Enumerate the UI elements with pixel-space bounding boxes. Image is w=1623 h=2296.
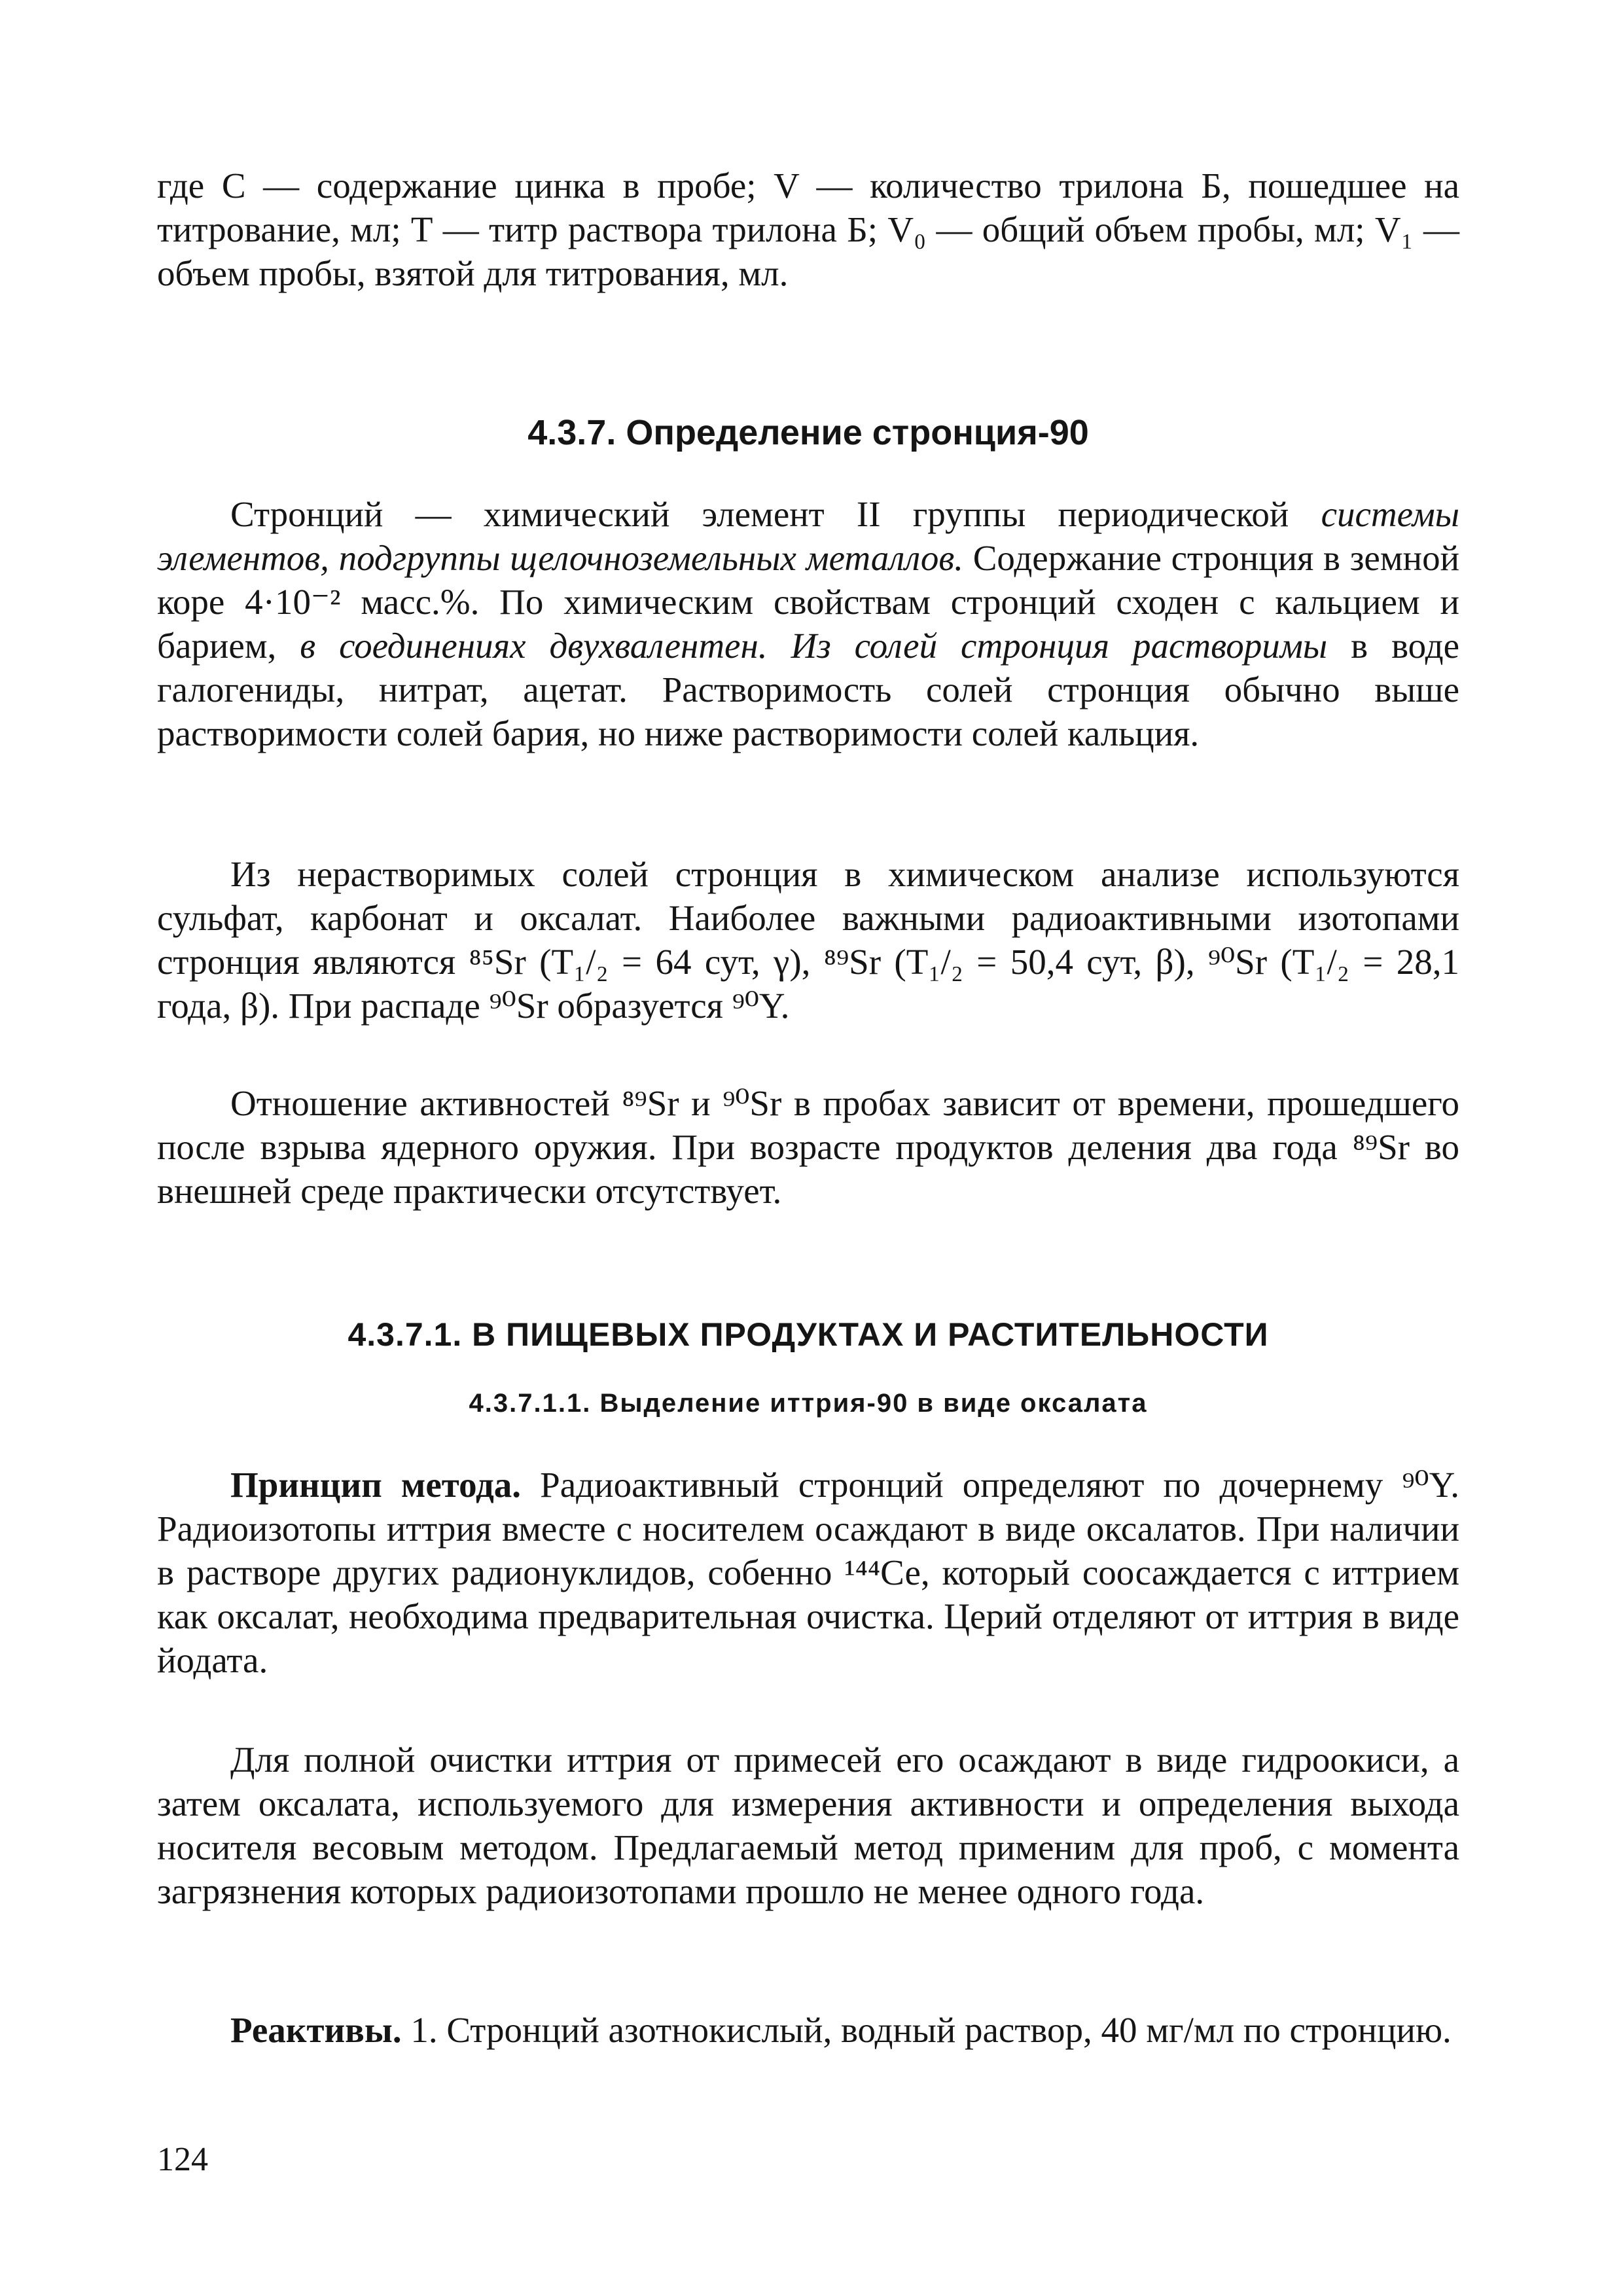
reagents-text: 1. Стронций азотнокислый, водный раствор, 40 мг/мл по стронцию.	[401, 2010, 1452, 2050]
section-title: 4.3.7. Определение стронция-90	[527, 413, 1089, 452]
para1-text-a: Стронций — химический элемент II группы периодической	[230, 494, 1321, 534]
paragraph-isotopes: Из нерастворимых солей стронция в химическом анализе используются сульфат, карбонат и оксалат. Наиболее важными радиоактивными изотопами стронция являются ⁸⁵Sr (T₁/₂ = 64 сут, γ), ⁸⁹Sr (T₁/₂ = 50,4 сут, β), ⁹⁰Sr (T₁/₂ = 28,1 года, β). При распаде ⁹⁰Sr образуется ⁹⁰Y.	[157, 854, 1459, 1026]
reagents-label: Реактивы.	[230, 2010, 402, 2050]
principle-text: Радиоактивный стронций определяют по дочернему ⁹⁰Y. Радиоизотопы иттрия вместе с носителем осаждают в виде оксалатов. При наличии в растворе других радионуклидов, собенно ¹⁴⁴Се, который соосаждается с иттрием как оксалат, необходима предварительная очистка. Церий отделяют от иттрия в виде йодата.	[157, 1465, 1459, 1680]
paragraph-activity-ratio: Отношение активностей ⁸⁹Sr и ⁹⁰Sr в пробах зависит от времени, прошедшего после взрыва ядерного оружия. При возрасте продуктов деления два года ⁸⁹Sr во внешней среде практически отсутствует.	[157, 1083, 1459, 1211]
principle-label: Принцип метода.	[230, 1465, 522, 1505]
paragraph-purification: Для полной очистки иттрия от примесей его осаждают в виде гидроокиси, а затем оксалата, используемого для измерения активности и определения выхода носителя весовым методом. Предлагаемый метод применим для проб, с момента загрязнения которых радиоизотопами прошло не менее одного года.	[157, 1740, 1459, 1911]
subsection-title: 4.3.7.1. В ПИЩЕВЫХ ПРОДУКТАХ И РАСТИТЕЛЬНОСТИ	[348, 1316, 1269, 1353]
page-number: 124	[157, 2141, 208, 2178]
para1-text-b: Содержание стронция в земной коре 4·10⁻² масс.%. По химическим свойствам стронций сходен с кальцием и барием,	[157, 538, 1460, 666]
paragraph-principle	[157, 1463, 1459, 1682]
paragraph-strontium-properties	[157, 492, 1459, 755]
para1-text-c: в воде галогениды, нитрат, ацетат. Растворимость солей стронция обычно выше растворимости солей бария, но ниже растворимости солей кальция.	[157, 626, 1459, 753]
intro-paragraph: где С — содержание цинка в пробе; V — количество трилона Б, пошедшее на титрование, мл; Т — титр раствора трилона Б; V₀ — общий объем пробы, мл; V₁ — объем пробы, взятой для титрования, мл.	[157, 166, 1459, 293]
para1-italic-a: системы элементов, подгруппы щелочноземельных металлов.	[157, 494, 1459, 578]
paragraph-reagents	[157, 2008, 1459, 2052]
subsubsection-title: 4.3.7.1.1. Выделение иттрия-90 в виде оксалата	[469, 1389, 1148, 1418]
para1-italic-b: в соединениях двухвалентен. Из солей стронция растворимы	[300, 626, 1328, 666]
